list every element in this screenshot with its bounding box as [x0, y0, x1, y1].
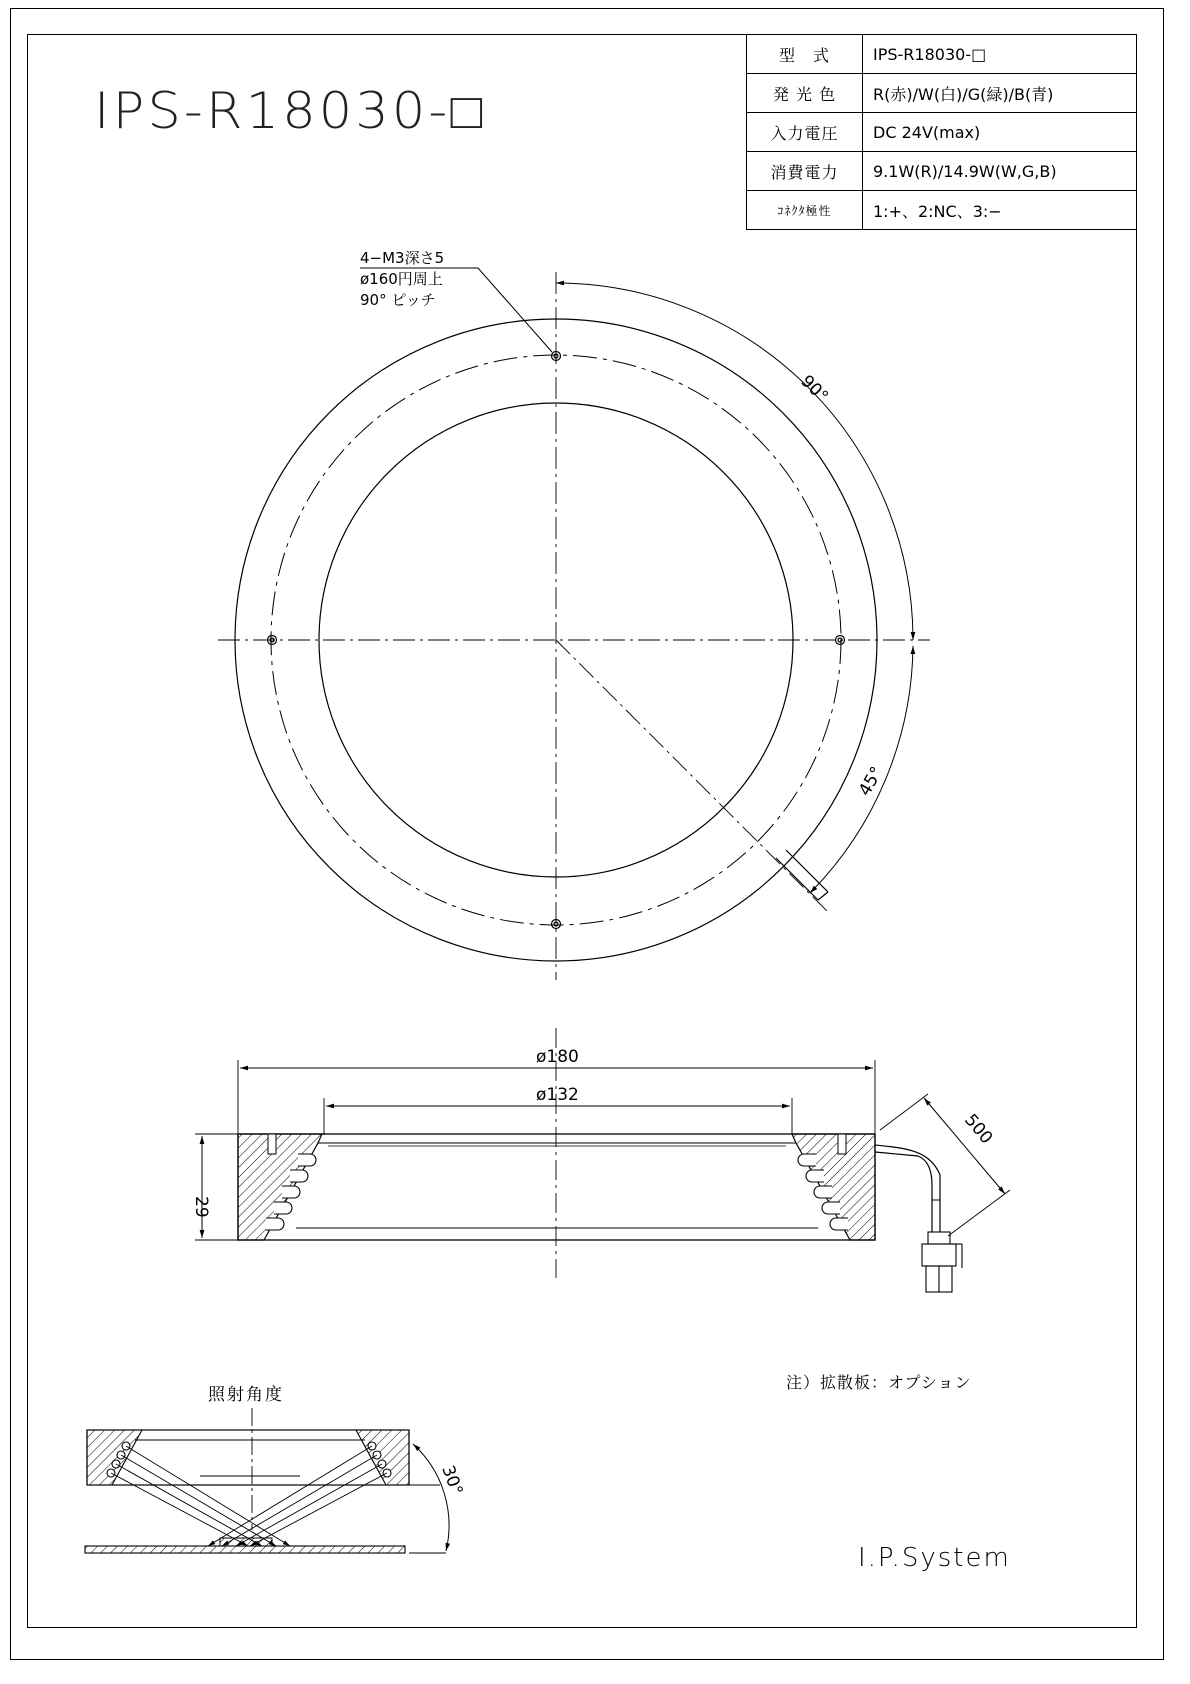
dim-label-inner: ø132: [536, 1085, 579, 1105]
spec-value: 9.1W(R)/14.9W(W,G,B): [863, 152, 1137, 191]
light-rays: [111, 1446, 387, 1546]
irradiation-diagram: [85, 1408, 449, 1553]
hole-note-line: 4−M3深さ5: [360, 249, 445, 267]
cable-connector: [922, 1232, 962, 1292]
cable-upper: [875, 1145, 940, 1232]
spec-key: ｺﾈｸﾀ極性: [747, 191, 863, 230]
angle-label-30: 30°: [437, 1462, 467, 1499]
spec-key: 型 式: [747, 35, 863, 74]
angle-arc-90: [556, 283, 913, 640]
angle-label-45: 45°: [855, 763, 888, 800]
irradiation-left-hatch: [87, 1430, 142, 1485]
hole-leader: [360, 268, 552, 352]
spec-key: 入力電圧: [747, 113, 863, 152]
section-view: [195, 1028, 1010, 1292]
spec-value: 1:+、2:NC、3:−: [863, 191, 1137, 230]
work-surface: [85, 1546, 405, 1553]
irradiation-title: 照射角度: [208, 1385, 284, 1405]
angle-arc-45: [810, 646, 913, 893]
dim-line-cable: [924, 1098, 1005, 1194]
cable-exit: [776, 850, 828, 900]
irradiation-right-hatch: [356, 1430, 409, 1485]
spec-key: 消費電力: [747, 152, 863, 191]
company-name: I.P.System: [858, 1543, 1011, 1573]
angle-arc-30: [413, 1444, 449, 1551]
spec-value: R(赤)/W(白)/G(緑)/B(青): [863, 74, 1137, 113]
dim-label-height: 29: [191, 1196, 211, 1218]
angle-label-90: 90°: [796, 371, 832, 407]
diffuser-note: 注）拡散板：オプション: [786, 1373, 972, 1392]
dim-label-cable: 500: [960, 1110, 997, 1149]
hole-note-line: 90° ピッチ: [360, 291, 436, 309]
drawing-title: IPS-R18030-□: [94, 82, 486, 140]
top-view: [218, 268, 930, 980]
dim-label-outer: ø180: [536, 1047, 579, 1067]
ring-body-outline: [238, 1134, 875, 1240]
hole-note-line: ø160円周上: [360, 270, 443, 288]
spec-key: 発 光 色: [747, 74, 863, 113]
spec-value: IPS-R18030-□: [863, 35, 1137, 74]
spec-value: DC 24V(max): [863, 113, 1137, 152]
target-object: [220, 1538, 272, 1546]
